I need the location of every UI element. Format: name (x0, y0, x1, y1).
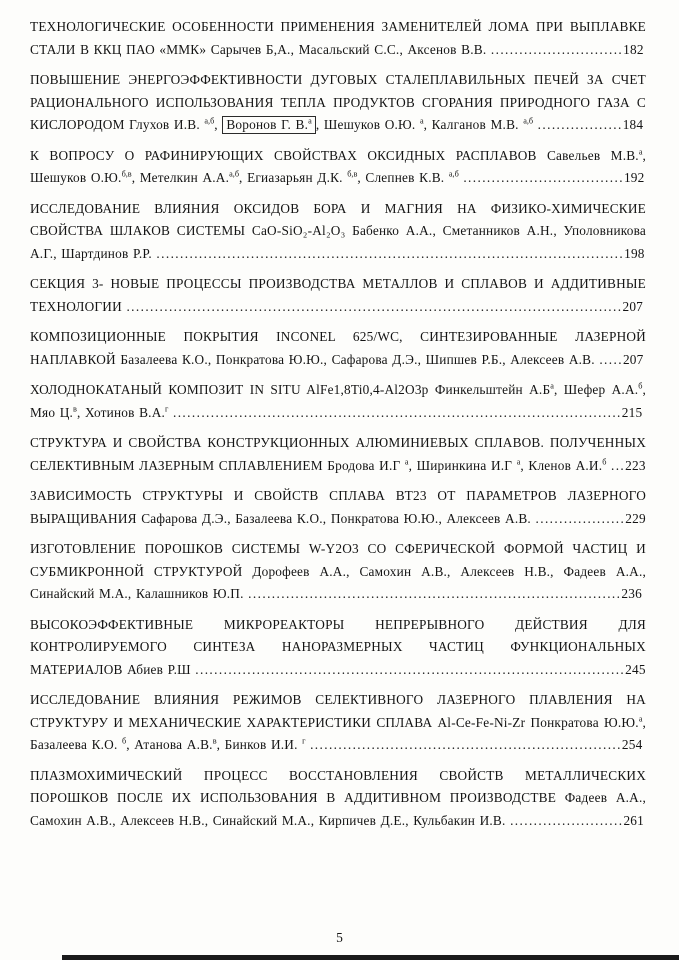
entry-page-number: 184 (622, 117, 644, 132)
toc-entry (30, 432, 646, 477)
dot-leader: .................. (537, 117, 623, 132)
toc-section-header (30, 273, 646, 318)
entry-title: ИЗГОТОВЛЕНИЕ ПОРОШКОВ СИСТЕМЫ W-Y2O3 СО СФЕРИЧЕСКОЙ ФОРМОЙ ЧАСТИЦ И СУБМИКРОННОЙ СТРУКТУРОЙ (30, 541, 646, 579)
toc-entry (30, 689, 646, 757)
dot-leader: ........................................................................................... (195, 661, 626, 677)
entry-authors: Финкельштейн $А.Б^а$, Шефер А.А.$^б$, Мяо Ц.$^в$, Хотинов В.А.$^г$ (30, 381, 646, 420)
entry-title: ХОЛОДНОКАТАНЫЙ КОМПОЗИТ IN SITU AlFe1,8Ti0,4-Al2O3р (30, 382, 429, 397)
entry-page-number: 207 (622, 298, 644, 314)
entry-title: ТЕХНОЛОГИЧЕСКИЕ ОСОБЕННОСТИ ПРИМЕНЕНИЯ ЗАМЕНИТЕЛЕЙ ЛОМА ПРИ ВЫПЛАВКЕ СТАЛИ В ККЦ ПАО «ММК» (30, 19, 646, 57)
entry-page-number: 229 (625, 510, 646, 526)
entry-title: СТРУКТУРА И СВОЙСТВА КОНСТРУКЦИОННЫХ АЛЮМИНИЕВЫХ СПЛАВОВ. ПОЛУЧЕННЫХ СЕЛЕКТИВНЫМ ЛАЗЕРНЫМ СПЛАВЛЕНИЕМ (30, 435, 646, 473)
entry-title: ИССЛЕДОВАНИЕ ВЛИЯНИЯ РЕЖИМОВ СЕЛЕКТИВНОГО ЛАЗЕРНОГО ПЛАВЛЕНИЯ НА СТРУКТУРУ И МЕХАНИЧЕСКИЕ ХАРАКТЕРИСТИКИ СПЛАВА Al-Ce-Fe-Ni-Zr (30, 692, 646, 730)
entry-title: ПЛАЗМОХИМИЧЕСКИЙ ПРОЦЕСС ВОССТАНОВЛЕНИЯ СВОЙСТВ МЕТАЛЛИЧЕСКИХ ПОРОШКОВ ПОСЛЕ ИХ ИСПОЛЬЗОВАНИЯ В АДДИТИВНОМ ПРОИЗВОДСТВЕ (30, 767, 646, 805)
page-number-footer: 5 (336, 930, 343, 945)
entry-page-number: 223 (625, 457, 646, 473)
dot-leader: ................................................................................................... (156, 245, 625, 261)
entry-title: ПОВЫШЕНИЕ ЭНЕРГОЭФФЕКТИВНОСТИ ДУГОВЫХ СТАЛЕПЛАВИЛЬНЫХ ПЕЧЕЙ ЗА СЧЕТ РАЦИОНАЛЬНОГО ИСПОЛЬЗОВАНИЯ ТЕПЛА ПРОДУКТОВ СГОРАНИЯ ПРИРОДНОГО ГАЗА С КИСЛОРОДОМ (30, 72, 646, 132)
dot-leader: .................................................................. (310, 737, 622, 752)
scan-edge-artifact (62, 955, 679, 960)
toc-entry (30, 69, 646, 137)
toc-entry (30, 614, 646, 682)
entry-title: ЗАВИСИМОСТЬ СТРУКТУРЫ И СВОЙСТВ СПЛАВА ВТ23 ОТ ПАРАМЕТРОВ ЛАЗЕРНОГО ВЫРАЩИВАНИЯ (30, 488, 646, 526)
dot-leader: ............................................................................... (248, 586, 622, 601)
dot-leader: ... (610, 457, 626, 473)
dot-leader: ............................ (490, 41, 624, 57)
entry-authors: Абиев Р.Ш (127, 661, 191, 677)
entry-authors: Фадеев А.А., Самохин А.В., Алексеев Н.В., Синайский М.А., Кирпичев Д.Е., Кульбакин И.В. (30, 790, 647, 828)
toc-entry (30, 765, 646, 833)
dot-leader: .................................. (463, 170, 624, 185)
entry-authors: , Шешуков О.Ю. $^а$, Калганов М.В. $^{а,б}$ (315, 116, 534, 132)
dot-leader: ........................ (510, 812, 624, 828)
toc-entry (30, 379, 646, 424)
boxed-author-annotation: Воронов Г. В.$^а$ (222, 116, 315, 134)
entry-authors: Понкратова Ю.Ю.$^а$, Базалеева К.О. $^б$, Атанова А.В.$^в$, Бинков И.И. $^г$ (30, 714, 646, 752)
toc-entry (30, 16, 646, 61)
toc-entry (30, 538, 646, 606)
entry-title: КОМПОЗИЦИОННЫЕ ПОКРЫТИЯ INCONEL 625/WC, СИНТЕЗИРОВАННЫЕ ЛАЗЕРНОЙ НАПЛАВКОЙ (30, 329, 646, 367)
entry-authors: Бабенко А.А., Сметанников А.Н., Уполовникова А.Г., Шартдинов Р.Р. (30, 223, 647, 261)
entry-page-number: 192 (623, 170, 645, 185)
toc-entry (30, 145, 646, 190)
entry-authors: Сафарова Д.Э., Базалеева К.О., Понкратова Ю.Ю., Алексеев А.В. (141, 510, 531, 526)
entry-page-number: 215 (621, 404, 643, 420)
entry-authors: Бродова И.Г $^а$, Ширинкина И.Г $^а$, Кленов А.И.$^б$ (327, 457, 607, 473)
entry-title: СЕКЦИЯ 3- НОВЫЕ ПРОЦЕССЫ ПРОИЗВОДСТВА МЕТАЛЛОВ И СПЛАВОВ И АДДИТИВНЫЕ ТЕХНОЛОГИИ (30, 276, 646, 314)
entry-authors: Глухов И.В. $^{а,б}$, (129, 116, 218, 132)
toc-entry (30, 198, 646, 266)
dot-leader: ............................................................................................... (172, 404, 622, 420)
entry-page-number: 198 (624, 245, 645, 261)
toc-entry (30, 485, 646, 530)
entry-page-number: 261 (623, 812, 644, 828)
entry-authors: Дорофеев А.А., Самохин А.В., Алексеев Н.В., Фадеев А.А., Синайский М.А., Калашников Ю.П. (30, 563, 646, 601)
entry-authors: Сарычев Б,А., Масальский С.С., Аксенов В.В. (210, 41, 487, 57)
entry-page-number: 254 (621, 737, 643, 752)
entry-page-number: 182 (623, 41, 644, 57)
entry-title: ВЫСОКОЭФФЕКТИВНЫЕ МИКРОРЕАКТОРЫ НЕПРЕРЫВНОГО ДЕЙСТВИЯ ДЛЯ КОНТРОЛИРУЕМОГО СИНТЕЗА НАНОРАЗМЕРНЫХ ЧАСТИЦ ФУНКЦИОНАЛЬНЫХ МАТЕРИАЛОВ (30, 616, 646, 677)
entry-page-number: 207 (622, 351, 644, 367)
toc-entry (30, 326, 646, 371)
entry-authors: Савельев М.В.$^а$, Шешуков О.Ю.$^{б,в}$, Метелкин А.А.$^{а,б}$, Егиазарьян Д.К. $^{б,в}$, Слепнев К.В. $^{а,б}$ (30, 147, 646, 185)
entry-page-number: 236 (621, 586, 642, 601)
dot-leader: ................... (535, 510, 626, 526)
entry-authors: Базалеева К.О., Понкратова Ю.Ю., Сафарова Д.Э., Шипшев Р.Б., Алексеев А.В. (120, 351, 595, 367)
entry-title: К ВОПРОСУ О РАФИНИРУЮЩИХ СВОЙСТВАХ ОКСИДНЫХ РАСПЛАВОВ (30, 147, 537, 163)
entry-page-number: 245 (625, 661, 646, 677)
dot-leader: ..... (599, 351, 623, 367)
dot-leader: ......................................................................................................... (126, 298, 623, 314)
entry-title: ИССЛЕДОВАНИЕ ВЛИЯНИЯ ОКСИДОВ БОРА И МАГНИЯ НА ФИЗИКО-ХИМИЧЕСКИЕ СВОЙСТВА ШЛАКОВ СИСТЕМЫ CaO-SiO₂-Al₂O₃ (30, 200, 646, 238)
